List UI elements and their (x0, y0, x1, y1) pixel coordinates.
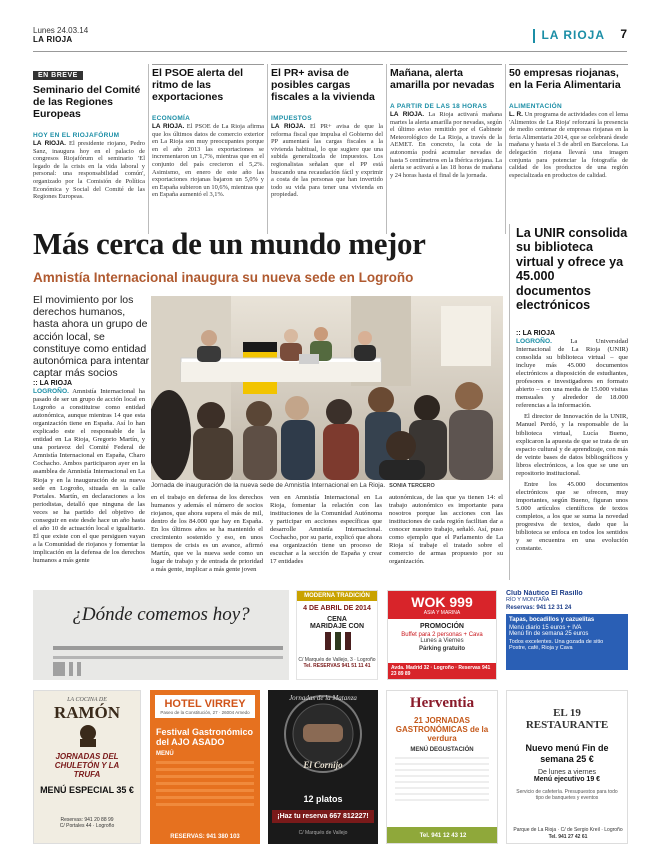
side-body: :: LA RIOJA LOGROÑO. La Universidad Internacional de La Rioja (UNIR) consolida su biblioteca virtual – que incluye más 45.000 documentos electrónicos a disposición de estudiantes, profesores e investigadores en formato abierto – con una media de 15.000 visitas mensuales y alrededor de 18.000 referencias a la información. El director de Innovación de la UNIR, Manuel Perdó, y la responsable de la biblioteca virtual, Lucía Bueno, explicaron la apuesta de que se trata de un espacio cultural y de aprendizaje, con más de veinte bases de datos bibliográficos y libros electrónicos, a los que se une un repositorio institucional. Entre los 45.000 documentos electrónicos que se ofrecen, muy importantes, según Bueno, figuran unos 5.000 artículos científicos de textos completos, a los que se suma la novedad progresiva de textos, dado que la biblioteca se enfoca en todos los sentidos y se encuentra en una evolución constante. (516, 330, 628, 553)
brief-source: LA RIOJA. (33, 140, 66, 147)
issue-date: Lunes 24.03.14 (33, 26, 89, 35)
page-number: 7 (620, 27, 627, 41)
brief-pr (271, 64, 383, 232)
main-headline: Más cerca de un mundo mejor (33, 226, 426, 261)
wine-bottles-icon (297, 630, 378, 652)
ad-ramon-name: RAMÓN (53, 703, 121, 722)
ad-club-name: Club Náutico El Rasillo (506, 590, 583, 597)
ad-la-cocina-de-ramon[interactable]: LA COCINA DE RAMÓN JORNADAS DEL CHULETÓN Y LA TRUFA MENÚ ESPECIAL 35 € Reservas: 941 20 88 99 C/ Portales 44 · Logroño (33, 690, 141, 844)
brief-title: El PR+ avisa de posibles cargas fiscales a la vivienda (271, 67, 375, 103)
cutlery-icon (33, 590, 289, 680)
brief-kicker: A PARTIR DE LAS 18 HORAS (390, 103, 488, 110)
brief-title: Mañana, alerta amarilla por nevadas (390, 67, 495, 91)
side-byline: :: LA RIOJA (516, 330, 556, 337)
brief-psoe (152, 64, 264, 232)
brief-body: LA RIOJA. El PSOE de La Rioja afirma que los últimos datos de comercio exterior en La Rioja son muy preocupantes porque en el año 2013 las exportaciones se incrementaron un 1,7%, mientras que en el conjunto del país crecieron el 5,2%. Asimismo, en enero de este año las exportaciones riojanas bajaron un 5,0% y en España subieron un 10,6%, mientras que en España aumentó el 3,1%. (152, 123, 264, 199)
column-rule (505, 64, 506, 234)
brief-body: LA RIOJA. El PR+ avisa de que la reforma fiscal que impulsa el Gobierno del PP aumentará las cargas fiscales a la vivienda habitual, lo que sugiere que una subida generalizada de impuestos. Los regionalistas señalan que el PP está buscando una recaudación fácil y exprimir a costa de las personas que han invertido todo su vida para tener una vivienda en propiedad. (271, 123, 383, 199)
ad-donde-comemos[interactable] (33, 590, 289, 680)
byline: :: LA RIOJA (33, 380, 73, 387)
brief-body: L. R. Un programa de actividades con el lema 'Alimentos de La Rioja' reforzará la presencia de medio centenar de empresas riojanas en la feria Alimentaria 2014, que se celebrará desde mañana y hasta el 3 de abril en Barcelona. La delegación riojana llevará una imagen conjunta para potenciar la fotografía de calidad de los productos de una región especializada en productos de calidad. (509, 111, 628, 179)
column-rule (148, 64, 149, 234)
brief-alimentaria (509, 64, 628, 232)
page-header (33, 26, 627, 52)
dateline: LOGROÑO. (33, 388, 69, 395)
en-breve-tag: EN BREVE (33, 71, 83, 80)
photo-caption: Jornada de inauguración de la nueva sede de Amnistía Internacional en La Rioja. SONIA TERCERO (151, 482, 435, 489)
column-rule (267, 64, 268, 234)
ad-restaurante-name: EL 19 RESTAURANTE (525, 707, 609, 731)
ad-wok-name: WOK 999 (411, 594, 473, 610)
ad-wok-999[interactable]: WOK 999 ASIA Y MARINA PROMOCIÓN Buffet para 2 personas + Cava Lunes a Viernes Párking gratuito Avda. Madrid 32 · Logroño · Reservas 941 23 89 89 (387, 590, 497, 680)
brief-kicker: ALIMENTACIÓN (509, 103, 562, 110)
column-rule (386, 64, 387, 234)
rule (152, 64, 264, 65)
brief-kicker: HOY EN EL RIOJAFÓRUM (33, 132, 120, 139)
meeting-photo (151, 296, 503, 480)
side-dateline: LOGROÑO. (516, 338, 552, 345)
ad-virrey-menu-lines (156, 761, 254, 809)
main-body-col-2: en el trabajo en defensa de los derechos humanos y además el número de socios riojanos, que ahora supera el más de mil, dentro de los 84.000 que hay en España. En los últimos años se ha mantenido el crecimiento sostenido y eso, en unos tiempos de crisis es un avance, afirmó Martín, que ve la nueva sede como un lugar de trabajo y de entrada de prioridad a más gente, implicar a más gente joven (151, 494, 263, 574)
ad-el-cornijo[interactable]: Jornadas de la Matanza El Cornijo 12 platos ¡Haz tu reserva 667 812227! C/ Marqués de Vallejo (268, 690, 378, 844)
ad-el-19-restaurante[interactable]: EL 19 RESTAURANTE Nuevo menú Fin de semana 25 € De lunes a viernes Menú ejecutivo 19 € Servicio de cafetería. Presupuestos para todo tipo de banquetes y eventos Parque de La Rioja · C/ de Sergio Kreil · Logroño Tel. 941 27 42 61 (506, 690, 628, 844)
column-rule (509, 224, 510, 580)
ad-club-panel: Tapas, bocadillos y cazuelitas Menú diario 15 euros + IVA Menú fin de semana 25 euros Todos excelentes. Una gozada de sitio Postre, café, Rioja y Cava (506, 614, 628, 670)
ad-hotel-virrey[interactable]: HOTEL VIRREY Paseo de la Constitución, 27 · 26004 Arnedo Festival Gastronómico del AJO ASADO MENÚ RESERVAS: 941 380 103 (150, 690, 260, 844)
ad-moderna-tradicion[interactable]: MODERNA TRADICIÓN 4 DE ABRIL DE 2014 CENA MARIDAJE CON C/ Marqués de Vallejo, 3 · Logroño Tel. RESERVAS 941 51 11 41 (296, 590, 378, 680)
brief-title: 50 empresas riojanas, en la Feria Alimentaria (509, 67, 621, 91)
main-body-col-4: autonómicas, de las que ya tienen 14: el trabajo autonómico es importante para nosotros porque las acciones con las instituciones de cada región facilitan dar a conocer nuestro trabajo, señaló. Así, puso como ejemplo que el Parlamento de La Rioja sí trabaje el tratado sobre el comercio de armas propuesto por su organización. (389, 494, 503, 566)
ad-herventia-name: Herventia (409, 695, 475, 711)
photo-credit: SONIA TERCERO (389, 483, 435, 489)
section-name: LA RIOJA (541, 28, 605, 42)
ad-cornijo-name: El Cornijo (303, 760, 343, 770)
paper-name: LA RIOJA (33, 35, 73, 44)
main-body-col-3: ven en Amnistía Internacional en La Rioja, fomentar la relación con las instituciones de la Comunidad Autónoma y participar en acciones específicas que desarrolle Amnistía Internacional. Cochacho, por su parte, explicó que ahora esa organización tiene un proceso de escuchar a la sección de España y crear 17 entidades (270, 494, 382, 566)
main-photo (151, 296, 503, 480)
ad-donde-title: ¿Dónde comemos hoy? (72, 604, 250, 625)
main-lede: El movimiento por los derechos humanos, hasta ahora un grupo de acción local, se constituye como entidad autonómica para intentar captar más socios (33, 294, 150, 380)
side-headline: La UNIR consolida su biblioteca virtual y ofrece ya 45.000 documentos electrónicos (516, 226, 628, 313)
brief-title: El PSOE alerta del ritmo de las exportaciones (152, 67, 244, 103)
ad-virrey-name: HOTEL VIRREY (164, 698, 246, 710)
ad-club-nautico[interactable]: Club Náutico El Rasillo RÍO Y MONTAÑA Reservas: 941 12 31 24 Tapas, bocadillos y cazuelitas Menú diario 15 euros + IVA Menú fin de semana 25 euros Todos excelentes. Una gozada de sitio Postre, café, Rioja y Cava (506, 590, 628, 680)
main-subheadline: Amnistía Internacional inaugura su nueva sede en Logroño (33, 270, 414, 285)
brief-title: Seminario del Comité de las Regiones Europeas (33, 84, 141, 120)
main-body-col-1: :: LA RIOJA LOGROÑO. Amnistía Internacional ha pasado de ser un grupo de acción local en Logroño a constituirse como entidad autonómica, aunque mientras 14 que esta organización tiene en España. Así lo han explicado este el responsable de la entidad en La Rioja, Gregorio Martín, y una portavoz del Comité Federal de Amnistía Internacional en España, Charo Cochacho. Ambos participaron ayer en la asamblea de Amnistía Internacional en La Rioja y en la inauguración de su nueva sede en Logroño, situada en la calle Portales. Martín, en declaraciones a los periodistas, detalló que ninguna de las veces se ha partido del objetivo de conseguir en este desde hace un año hasta el año 10 de actuación local e igualitario. El que existe con el que persiguen vayan a la Comunidad de riojanos y fomentar la implicación en la defensa de los derechos humanos a más gente (33, 380, 145, 564)
brief-nevadas (390, 64, 502, 232)
ad-herventia[interactable]: Herventia 21 JORNADAS GASTRONÓMICAS de la verdura MENÚ DEGUSTACIÓN Tel. 941 12 43 12 (386, 690, 498, 844)
chef-icon (34, 723, 141, 747)
ad-herventia-menu-lines (395, 757, 489, 801)
ad-moderna-name: MODERNA TRADICIÓN (297, 591, 377, 601)
brief-kicker: ECONOMÍA (152, 115, 191, 122)
brief-kicker: IMPUESTOS (271, 115, 312, 122)
brief-body: LA RIOJA. El presidente riojano, Pedro Sanz, inaugura hoy en el palacio de congresos Riojafórum el seminario 'El legado de la crisis en la vida laboral y personal: una responsabilidad común', organizado por la Comisión de Política Económica y Social del Comité de las Regiones Europeas. (33, 140, 145, 201)
brief-body: LA RIOJA. La Rioja activará mañana martes la alerta amarilla por nevadas, según el último aviso remitido por el Gabinete Meteorológico de La Rioja, a través de la AEMET. En concreto, la cota de la autonomía podrá acumular nevadas de hasta 5 centímetros en la Ibérica riojana. La alerta se activará a las 18 horas de mañana y 24 horas hasta el final de la jornada. (390, 111, 502, 179)
brief-seminario (33, 64, 145, 232)
